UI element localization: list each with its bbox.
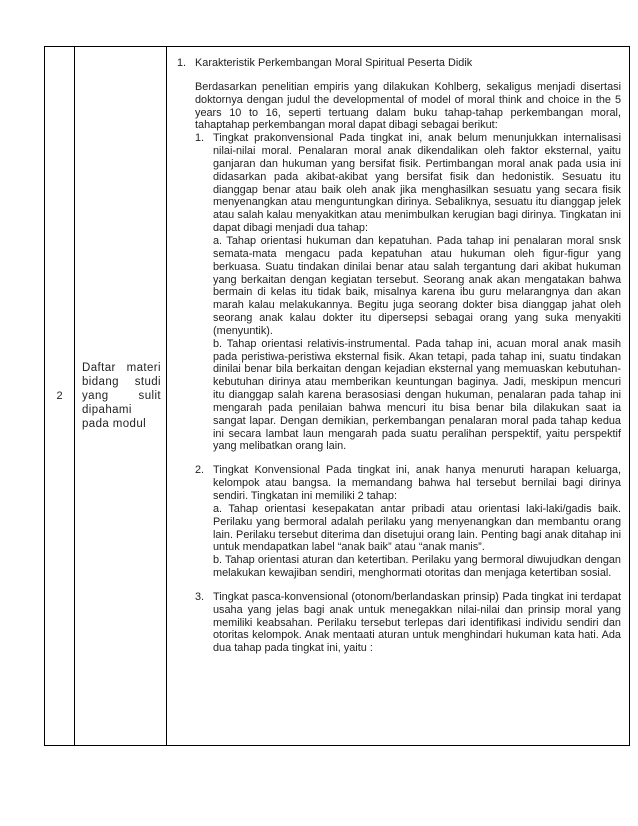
row-number: 2 [45, 47, 75, 746]
heading-text: Karakteristik Perkembangan Moral Spiritual Peserta Didik [195, 57, 473, 69]
list-item [195, 464, 621, 580]
list-item [195, 132, 621, 453]
item-number: 2. [195, 464, 205, 477]
content-cell [167, 47, 630, 746]
table-row [45, 47, 630, 746]
section-heading [177, 57, 621, 70]
item-paragraph: b. Tahap orientasi relativis-instrumental. Pada tahap ini, acuan moral anak masih pada peristiwa-peristiwa eksternal fisik. Akan tetapi, pada tahap ini, suatu tindakan dinilai benar bila berkaitan dengan kejadian eksternal yang memuaskan kebutuhan-kebutuhan dirinya atau memberikan keuntungan baginya. Jadi, meskipun mencuri itu dianggap salah karena berasosiasi dengan hukuman, penalaran pada tahap ini mengarah pada penilaian bahwa mencuri itu bisa benar bila dilakukan saat ia sangat lapar. Dengan demikian, perkembangan penalaran moral pada tahap kedua ini secara lambat laun mengarah pada suatu peralihan perspektif, yaitu perspektif yang melibatkan orang lain. [213, 337, 621, 453]
row-label: Daftar materi bidang studi yang sulit dipahami pada modul [75, 47, 167, 746]
item-paragraph: b. Tahap orientasi aturan dan ketertiban. Perilaku yang bermoral diwujudkan dengan melakukan kewajiban sendiri, menghormati otoritas dan menjaga ketertiban sosial. [213, 554, 621, 580]
materials-table [44, 46, 630, 746]
item-paragraph: Tingkat pasca-konvensional (otonom/berlandaskan prinsip) Pada tingkat ini terdapat usaha yang jelas bagi anak untuk menegakkan nilai-nilai dan prinsip moral yang memiliki keabsahan. Perilaku tersebut terlepas dari identifikasi individu sendiri dan otoritas kelompok. Anak mentaati aturan untuk menghindari hukuman kata hati. Ada dua tahap pada tingkat ini, yaitu : [213, 590, 621, 655]
item-paragraph: a. Tahap orientasi kesepakatan antar pribadi atau orientasi laki-laki/gadis baik. Perilaku yang bermoral adalah perilaku yang menyenangkan dan membantu orang lain. Perilaku tersebut diterima dan disetujui orang lain. Penting bagi anak ditahap ini untuk mendapatkan label “anak baik” atau “anak manis”. [213, 502, 621, 554]
item-paragraph: Tingkat prakonvensional Pada tingkat ini, anak belum menunjukkan internalisasi nilai-nilai moral. Penalaran moral anak dikendalikan oleh faktor eksternal, yaitu ganjaran dan hukuman yang bersifat fisik. Pertimbangan moral anak pada usia ini didasarkan pada akibat-akibat yang bersifat fisik dan hedonistik. Sesuatu itu dianggap benar atau baik oleh anak jika menghasilkan sesuatu yang secara fisik menyenangkan atau menguntungkan dirinya. Sebaliknya, sesuatu itu dianggap jelek atau salah kalau menyakitkan atau menimbulkan kerugian bagi dirinya. Tingkatan ini dapat dibagi menjadi dua tahap: [213, 132, 621, 235]
item-paragraph: a. Tahap orientasi hukuman dan kepatuhan. Pada tahap ini penalaran moral snsk semata-mata mengacu pada kepatuhan atau hukuman oleh figur-figur yang berkuasa. Suatu tindakan dinilai benar atau salah tergantung dari akibat hukuman yang berkaitan dengan kegiatan tersebut. Seorang anak akan mengatakan bahwa bermain di kelas itu tidak baik, misalnya karena ibu guru melarangnya dan akan marah kalau melakukannya. Begitu juga seorang dokter bisa dianggap jahat oleh seorang anak kalau dokter itu dipersepsi sebagai orang yang suka menyakiti (menyuntik). [213, 234, 621, 337]
list-item [195, 591, 621, 655]
heading-number: 1. [177, 57, 187, 69]
item-number: 1. [195, 132, 205, 145]
item-number: 3. [195, 590, 205, 603]
intro-text: Berdasarkan penelitian empiris yang dilakukan Kohlberg, sekaligus menjadi disertasi doktornya dengan judul the developmental of model of moral think and choice in the 5 years 10 to 16, seperti tertuang dalam buku tahap-tahap perkembangan moral, tahaptahap perkembangan moral dapat dibagi sebagai berikut: [195, 80, 621, 132]
intro-paragraph [195, 81, 621, 132]
item-paragraph: Tingkat Konvensional Pada tingkat ini, anak hanya menuruti harapan keluarga, kelompok atau bangsa. Ia memandang bahwa hal tersebut bernilai bagi dirinya sendiri. Tingkatan ini memiliki 2 tahap: [213, 464, 621, 502]
